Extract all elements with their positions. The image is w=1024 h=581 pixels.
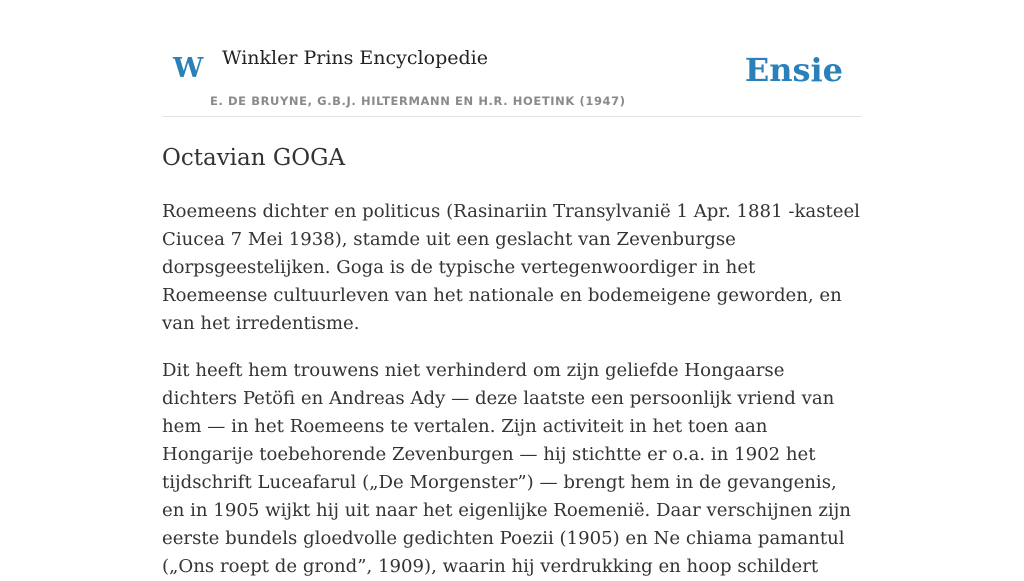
article-paragraph: Roemeens dichter en politicus (Rasinariin Transylvanië 1 Apr. 1881 -kasteel Ciucea 7 Mei 1938), stamde uit een geslacht van Zevenburgse dorpsgeestelijken. Goga is de typische vertegenwoordiger in het Roemeense cultuurleven van het nationale en bodemeigene geworden, en van het irredentisme. xyxy=(162,201,860,334)
encyclopedia-header xyxy=(162,0,862,117)
article-title: Octavian GOGA xyxy=(162,145,346,171)
content-container xyxy=(162,0,862,581)
article-paragraph: Dit heeft hem trouwens niet verhinderd om zijn geliefde Hongaarse dichters Petöfi en Andreas Ady — deze laatste een persoonlijk vriend van hem — in het Roemeens te vertalen. Zijn activiteit in het toen aan Hongarije toebehorende Zevenburgen — hij stichtte er o.a. in 1902 het tijdschrift Luceafarul („De Morgenster”) — brengt hem in de gevangenis, en in 1905 wijkt hij uit naar het eigenlijke Roemenië. Daar verschijnen zijn eerste bundels gloedvolle gedichten Poezii (1905) en Ne chiama pamantul („Ons roept de grond”, 1909), waarin hij verdrukking en hoop schildert xyxy=(162,360,851,577)
winkler-prins-logo-icon: W xyxy=(173,53,204,84)
encyclopedia-title[interactable]: Winkler Prins Encyclopedie xyxy=(222,47,488,69)
ensie-home-link[interactable]: Ensie xyxy=(744,51,843,89)
encyclopedia-authors: E. DE BRUYNE, G.B.J. HILTERMANN EN H.R. HOETINK (1947) xyxy=(210,94,626,108)
